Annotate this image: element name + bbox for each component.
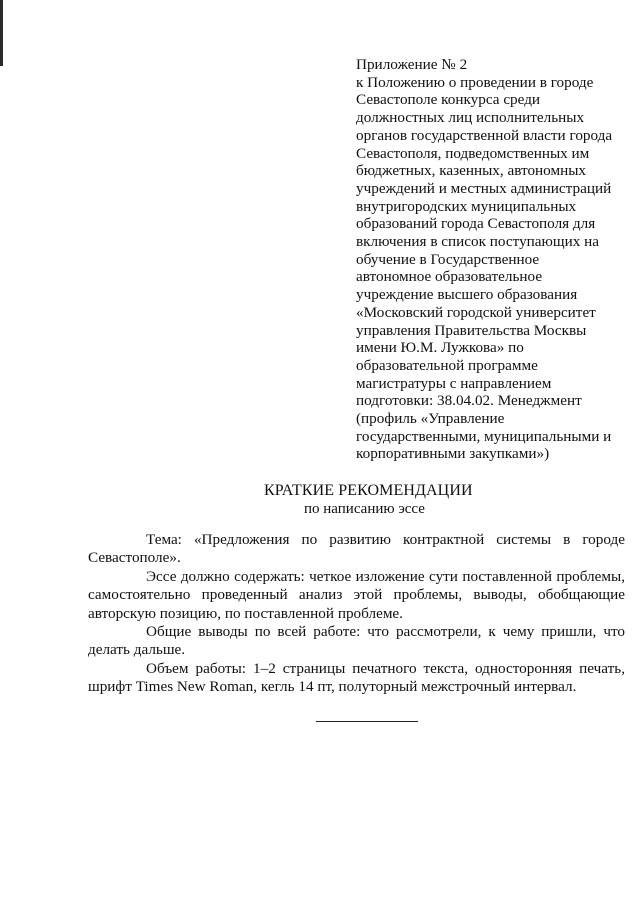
appendix-line: (профиль «Управление xyxy=(356,410,505,428)
appendix-line: управления Правительства Москвы xyxy=(356,321,587,339)
scan-margin-mark xyxy=(0,0,3,66)
appendix-line: государственными, муниципальными и xyxy=(356,427,612,445)
topic-paragraph: Тема: «Предложения по развитию контрактной системы в городе Севастополе». xyxy=(88,531,625,567)
document-body xyxy=(88,531,625,697)
appendix-line: учреждений и местных администраций xyxy=(356,179,612,197)
document-heading xyxy=(0,481,640,518)
appendix-line: включения в список поступающих на xyxy=(356,233,599,251)
appendix-line: Приложение № 2 xyxy=(356,56,468,73)
appendix-line: должностных лиц исполнительных xyxy=(356,109,585,127)
appendix-line: Севастополя, подведомственных им xyxy=(356,144,590,162)
appendix-line: магистратуры с направлением xyxy=(356,374,552,392)
appendix-line: корпоративными закупками») xyxy=(356,445,550,463)
appendix-line: автономное образовательное xyxy=(356,268,543,286)
appendix-line: имени Ю.М. Лужкова» по xyxy=(356,339,524,357)
appendix-line: к Положению о проведении в городе xyxy=(356,73,594,91)
appendix-line: образовательной программе xyxy=(356,356,538,374)
appendix-line: органов государственной власти города xyxy=(356,126,613,144)
conclusions-paragraph: Общие выводы по всей работе: что рассмотрели, к чему пришли, что делать дальше. xyxy=(88,623,625,659)
appendix-line: подготовки: 38.04.02. Менеджмент xyxy=(356,392,582,410)
appendix-line: бюджетных, казенных, автономных xyxy=(356,162,587,180)
content-requirements-paragraph: Эссе должно содержать: четкое изложение сути поставленной проблемы, самостоятельно проведенный анализ этой проблемы, выводы, обобщающие авторскую позицию, по поставленной проблеме. xyxy=(88,567,625,622)
appendix-line: образований города Севастополя для xyxy=(356,215,596,233)
appendix-line: внутригородских муниципальных xyxy=(356,197,577,215)
appendix-line: Севастополе конкурса среди xyxy=(356,91,541,109)
formatting-paragraph: Объем работы: 1–2 страницы печатного текста, односторонняя печать, шрифт Times New Roman, кегль 14 пт, полуторный межстрочный интервал. xyxy=(88,659,625,696)
appendix-line: обучение в Государственное xyxy=(356,250,540,268)
document-subtitle: по написанию эссе xyxy=(304,501,425,517)
appendix-header xyxy=(356,56,626,463)
appendix-line: «Московский городской университет xyxy=(356,303,596,321)
appendix-line: учреждение высшего образования xyxy=(356,286,578,304)
end-divider xyxy=(316,721,418,722)
document-title: КРАТКИЕ РЕКОМЕНДАЦИИ xyxy=(264,482,473,499)
